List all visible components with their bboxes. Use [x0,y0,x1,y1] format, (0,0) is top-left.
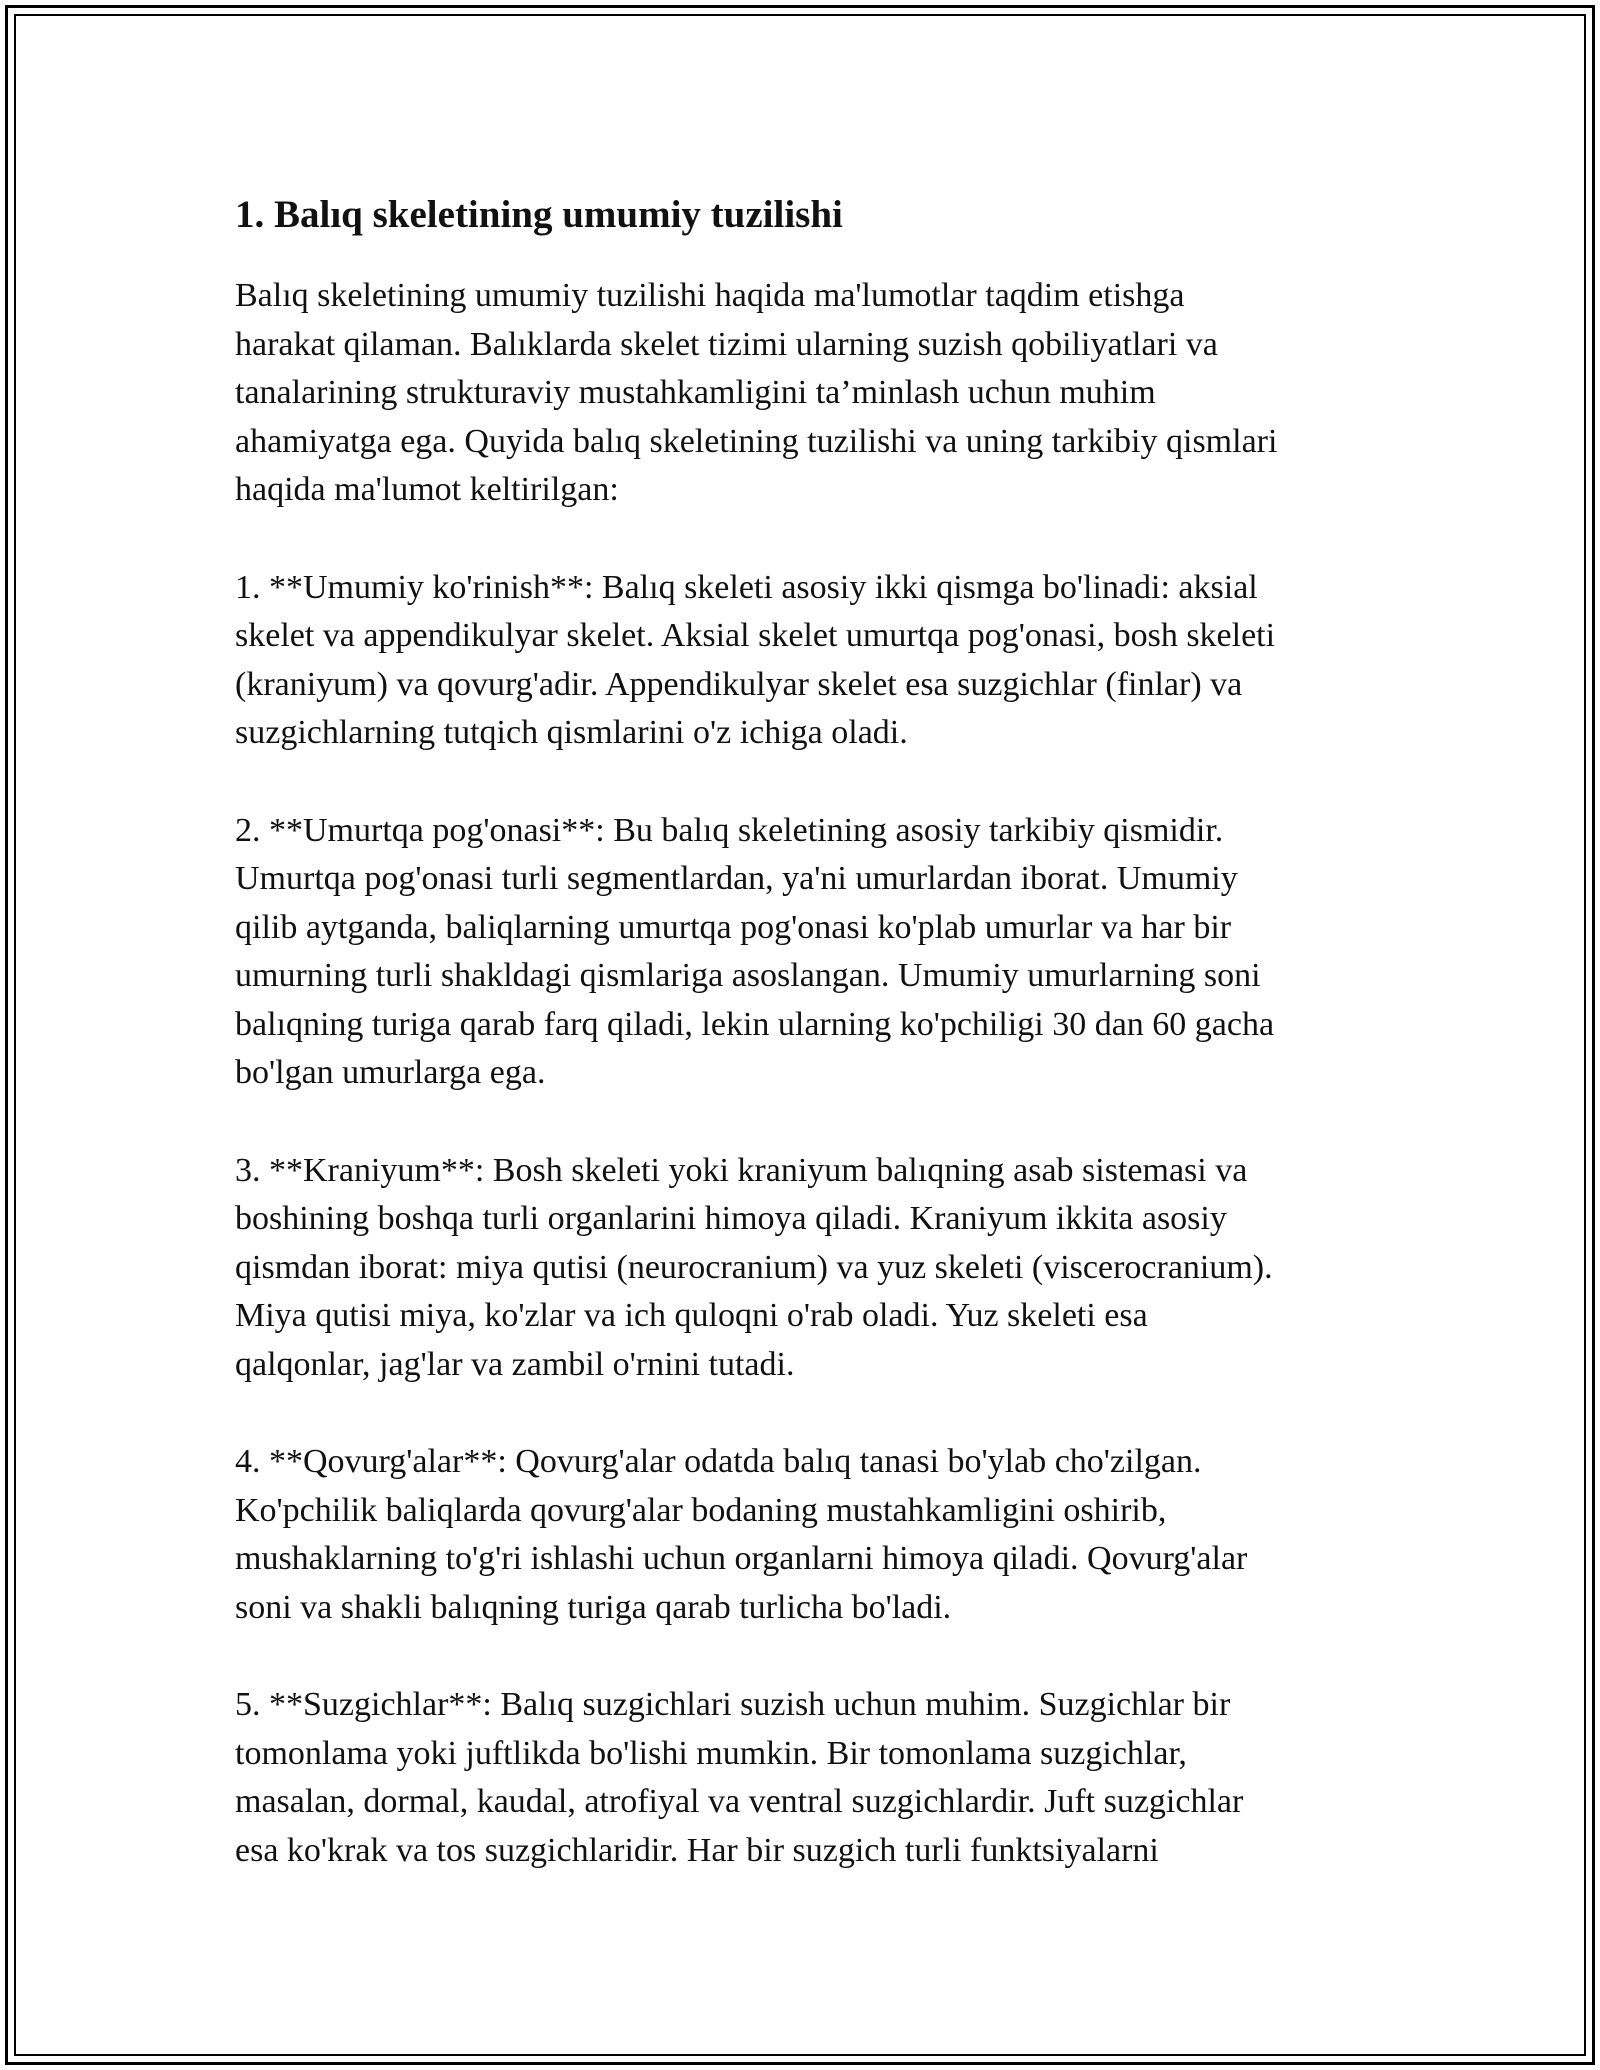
paragraph-qovurgalar: 4. **Qovurg'alar**: Qovurg'alar odatda balıq tanasi bo'ylab cho'zilgan. Ko'pchilik baliqlarda qovurg'alar bodaning mustahkamligini oshirib, mushaklarning to'g'ri ishlashi uchun organlarni himoya qiladi. Qovurg'alar soni va shakli balıqning turiga qarab turlicha bo'ladi. [235,1443,1248,1626]
intro-paragraph: Balıq skeletining umumiy tuzilishi haqida ma'lumotlar taqdim etishga harakat qilaman. Balıklarda skelet tizimi ularning suzish qobiliyatlari va tanalarining strukturaviy mustahkamligini ta’minlash uchun muhim ahamiyatga ega. Quyida balıq skeletining tuzilishi va uning tarkibiy qismlari haqida ma'lumot keltirilgan: [235,277,1278,508]
section-title: 1. Balıq skeletining umumiy tuzilishi [235,193,843,236]
paragraph-umumiy-korinish: 1. **Umumiy ko'rinish**: Balıq skeleti asosiy ikki qismga bo'linadi: aksial skelet va appendikulyar skelet. Aksial skelet umurtqa pog'onasi, bosh skeleti (kraniyum) va qovurg'adir. Appendikulyar skelet esa suzgichlar (finlar) va suzgichlarning tutqich qismlarini o'z ichiga oladi. [235,568,1276,751]
paragraph-umurtqa-pogonasi: 2. **Umurtqa pog'onasi**: Bu balıq skeletining asosiy tarkibiy qismidir. Umurtqa pog'onasi turli segmentlardan, ya'ni umurlardan iborat. Umumiy qilib aytganda, baliqlarning umurtqa pog'onasi ko'plab umurlar va har bir umurning turli shakldagi qismlariga asoslangan. Umumiy umurlarning soni balıqning turiga qarab farq qiladi, lekin ularning ko'pchiligi 30 dan 60 gacha bo'lgan umurlarga ega. [235,811,1275,1091]
paragraph-kraniyum: 3. **Kraniyum**: Bosh skeleti yoki kraniyum balıqning asab sistemasi va boshining boshqa turli organlarini himoya qiladi. Kraniyum ikkita asosiy qismdan iborat: miya qutisi (neurocranium) va yuz skeleti (viscerocranium). Miya qutisi miya, ko'zlar va ich quloqni o'rab oladi. Yuz skeleti esa qalqonlar, jag'lar va zambil o'rnini tutadi. [235,1151,1273,1383]
document-body [235,186,1375,1924]
paragraph-suzgichlar: 5. **Suzgichlar**: Balıq suzgichlari suzish uchun muhim. Suzgichlar bir tomonlama yoki juftlikda bo'lishi mumkin. Bir tomonlama suzgichlar, masalan, dormal, kaudal, atrofiyal va ventral suzgichlardir. Juft suzgichlar esa ko'krak va tos suzgichlaridir. Har bir suzgich turli funktsiyalarni [235,1686,1244,1869]
